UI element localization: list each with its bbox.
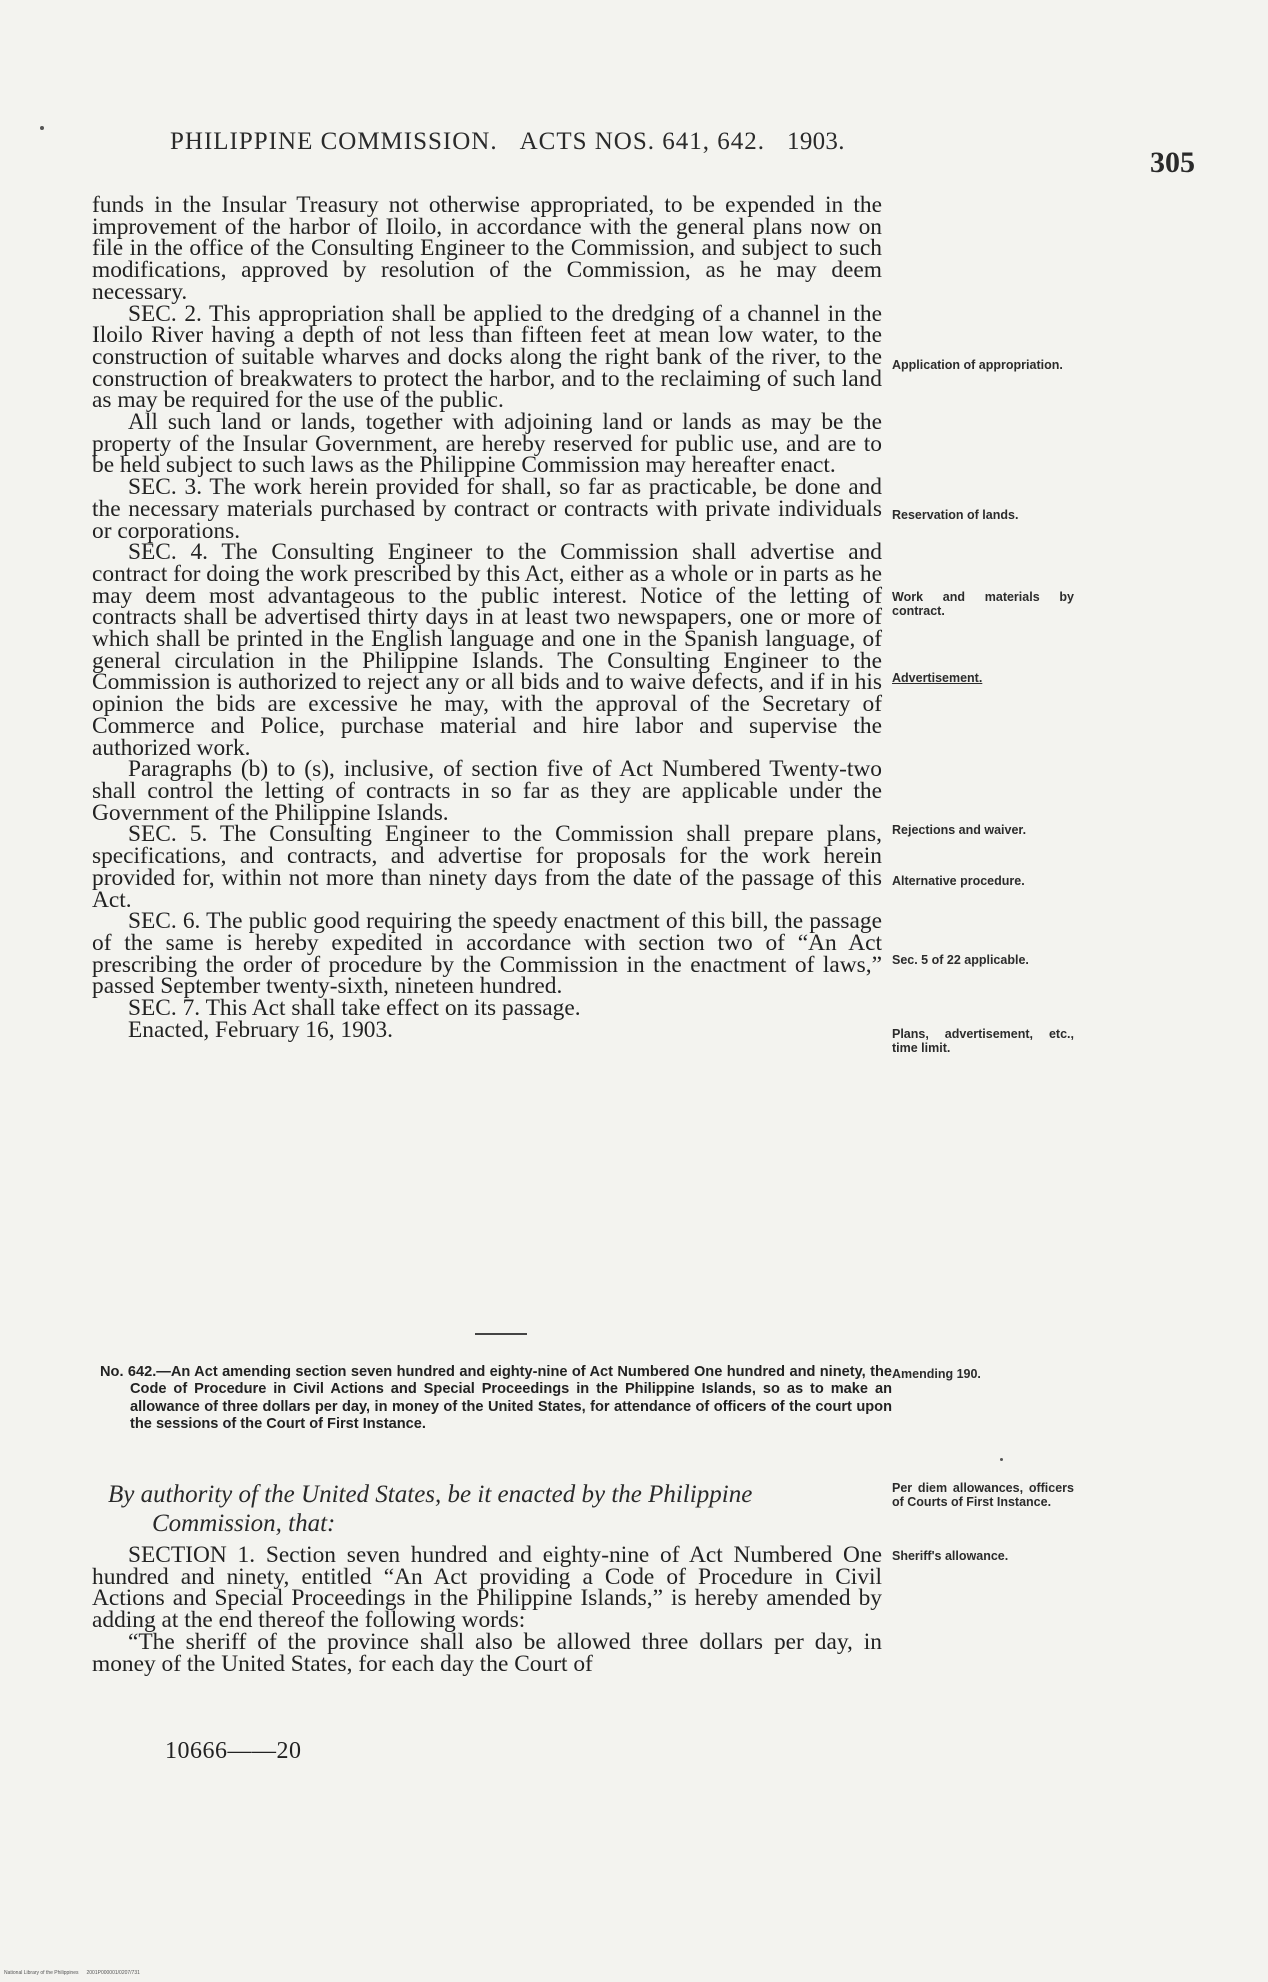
header-title: PHILIPPINE COMMISSION. (170, 128, 498, 155)
enacting-line-2: Commission, that: (152, 1510, 336, 1537)
paragraph-quote: “The sheriff of the province shall also be allowed three dollars per day, in money of the United States, for each day the Court of (92, 1628, 882, 1677)
margin-note-work-materials: Work and materials by contract. (892, 590, 1074, 618)
margin-note-sheriff: Sheriff's allowance. (892, 1549, 1009, 1563)
page-number: 305 (1150, 146, 1195, 179)
signature-mark: 10666——20 (165, 1738, 302, 1764)
paragraph-paragraphs-b-s: Paragraphs (b) to (s), inclusive, of section five of Act Numbered Twenty-two shall control the letting of contracts in so far as they are applicable under the Government of the Philippine Islands. (92, 756, 882, 826)
scan-speck (1000, 1458, 1003, 1461)
paragraph-sec-3: SEC. 3. The work herein provided for shall, so far as practicable, be done and the necessary materials purchased by contract or contracts with private individuals or corporations. (92, 474, 882, 544)
margin-note-sec-5-of-22: Sec. 5 of 22 applicable. (892, 953, 1029, 967)
section-divider (475, 1333, 527, 1335)
margin-note-amending: Amending 190. (892, 1367, 981, 1381)
margin-note-alternative: Alternative procedure. (892, 874, 1025, 888)
paragraph-sec-4: SEC. 4. The Consulting Engineer to the Commission shall advertise and contract for doing the work prescribed by this Act, either as a whole or in parts as he may deem most advantageous to the public interest. Notice of the letting of contracts shall be advertised thirty days in at least two newspapers, one or more of which shall be printed in the English language and one in the Spanish language, of general circulation in the Philippine Islands. The Consulting Engineer to the Commission is authorized to reject any or all bids and to waive defects, and if in his opinion the bids are excessive he may, with the approval of the Secretary of Commerce and Police, purchase material and hire labor and supervise the authorized work. (92, 539, 882, 761)
header-year: 1903. (787, 128, 845, 155)
paragraph-sec-6: SEC. 6. The public good requiring the speedy enactment of this bill, the passage of the same is hereby expedited in accordance with section two of “An Act prescribing the order of procedure by the Commission in the enactment of laws,” passed September twenty-sixth, nineteen hundred. (92, 908, 882, 1000)
scan-footer (4, 1970, 140, 1976)
paragraph-section-1: SECTION 1. Section seven hundred and eighty-nine of Act Numbered One hundred and ninety, entitled “An Act providing a Code of Procedure in Civil Actions and Special Proceedings in the Philippine Islands,” is hereby amended by adding at the end thereof the following words: (92, 1542, 882, 1634)
enacting-line-1: By authority of the United States, be it enacted by the Philippine (108, 1481, 753, 1508)
footer-id: 2001P000001/0207/731 (86, 1970, 140, 1976)
margin-note-rejections: Rejections and waiver. (892, 823, 1027, 837)
margin-note-plans: Plans, advertisement, etc., time limit. (892, 1027, 1074, 1055)
margin-note-application: Application of appropriation. (892, 358, 1063, 372)
paragraph-sec-7: SEC. 7. This Act shall take effect on its passage. (128, 995, 581, 1022)
scan-speck (40, 126, 44, 130)
footer-source: National Library of the Philippines (4, 1970, 79, 1976)
margin-note-per-diem: Per diem allowances, officers of Courts of First Instance. (892, 1481, 1074, 1509)
header-acts: ACTS NOS. 641, 642. (519, 128, 766, 155)
paragraph-sec-2: SEC. 2. This appropriation shall be applied to the dredging of a channel in the Iloilo River having a depth of not less than fifteen feet at mean low water, to the construction of suitable wharves and docks along the right bank of the river, to the construction of breakwaters to protect the harbor, and to the reclaiming of such land as may be required for the use of the public. (92, 300, 882, 414)
enacted-date: Enacted, February 16, 1903. (128, 1016, 394, 1043)
paragraph-sec-5: SEC. 5. The Consulting Engineer to the Commission shall prepare plans, specifications, and contracts, and advertise for proposals for the work herein provided for, within not more than ninety days from the date of the passage of this Act. (92, 821, 883, 913)
body-text-act-641 (92, 192, 883, 1043)
paragraph-reservation: All such land or lands, together with adjoining land or lands as may be the property of the Insular Government, are hereby reserved for public use, and are to be held subject to such laws as the Philippine Commission may hereafter enact. (92, 409, 882, 479)
margin-note-reservation: Reservation of lands. (892, 508, 1019, 522)
act-642-title: No. 642.—An Act amending section seven hundred and eighty-nine of Act Numbered One hundred and ninety, the Code of Procedure in Civil Actions and Special Proceedings in the Philippine Islands, so as to make an allowance of three dollars per day, in money of the United States, for attendance of officers of the court upon the sessions of the Court of First Instance. (100, 1364, 892, 1433)
body-text-act-642 (92, 1542, 882, 1677)
running-header (170, 128, 845, 156)
enacting-clause (108, 1480, 880, 1538)
paragraph-continuation: funds in the Insular Treasury not otherwise appropriated, to be expended in the improvement of the harbor of Iloilo, in accordance with the general plans now on file in the office of the Consulting Engineer to the Commission, and subject to such modifications, approved by resolution of the Commission, as he may deem necessary. (92, 192, 882, 305)
margin-note-advertisement: Advertisement. (892, 671, 983, 685)
